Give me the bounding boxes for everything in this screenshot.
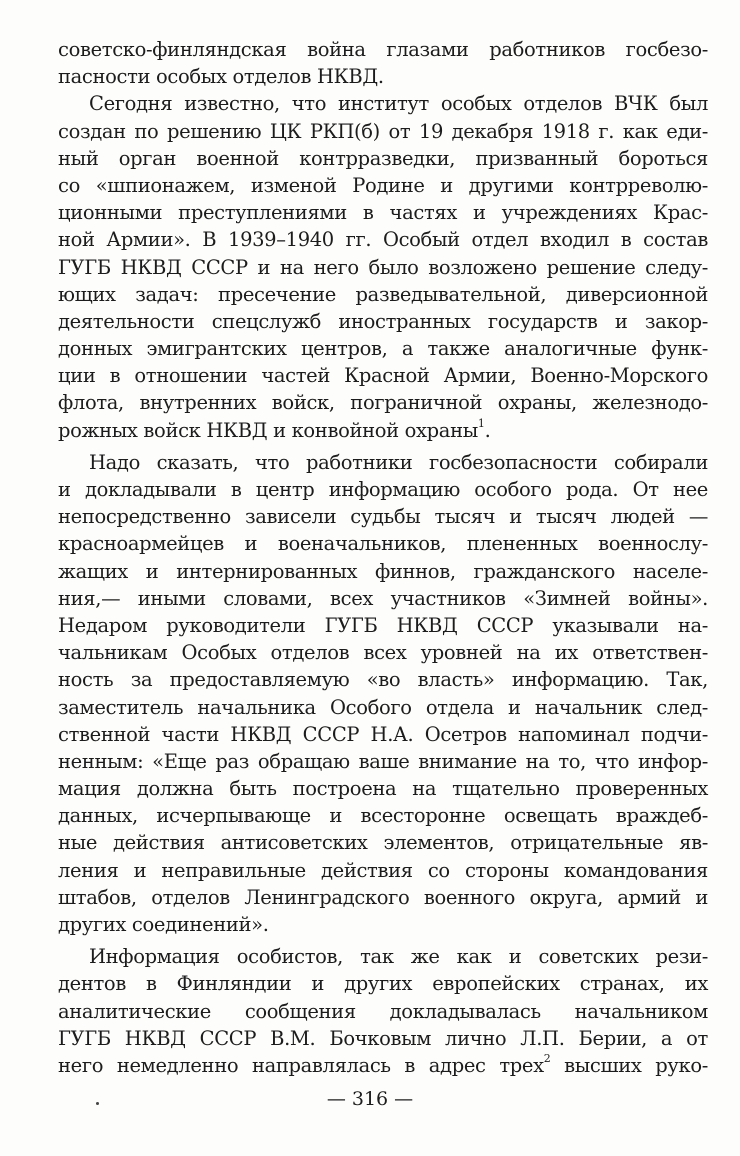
text-line: ния,— иными словами, всех участников «Зимней войны». xyxy=(58,586,708,610)
text-line: советско-финляндская война глазами работников госбезо- xyxy=(58,38,708,61)
text-line-tail: . xyxy=(484,418,491,442)
text-line: дентов в Финляндии и других европейских странах, их xyxy=(58,972,708,996)
text-line: чальникам Особых отделов всех уровней на их ответствен- xyxy=(58,641,708,665)
text-line: ненным: «Еще раз обращаю ваше внимание на то, что инфор- xyxy=(58,749,708,773)
text-line: непосредственно зависели судьбы тысяч и тысяч людей — xyxy=(58,505,708,529)
text-line: других соединений». xyxy=(58,913,269,936)
text-line: мация должна быть построена на тщательно проверенных xyxy=(58,777,708,801)
text-line: со «шпионажем, изменой Родине и другими контрреволю- xyxy=(58,173,708,197)
text-line: Недаром руководители ГУГБ НКВД СССР указывали на- xyxy=(58,613,708,637)
paragraph-3 xyxy=(58,449,708,938)
paragraph-2 xyxy=(58,90,708,443)
text-line xyxy=(58,417,708,444)
text-line: красноармейцев и военачальников, плененных военнослу- xyxy=(58,532,708,556)
text-line: ные действия антисоветских элементов, отрицательные яв- xyxy=(58,831,708,855)
text-line: штабов, отделов Ленинградского военного округа, армий и xyxy=(58,885,708,909)
text-line: жащих и интернированных финнов, гражданского населе- xyxy=(58,559,708,583)
text-line: ной Армии». В 1939–1940 гг. Особый отдел входил в состав xyxy=(58,228,708,252)
text-line xyxy=(58,1052,708,1079)
text-line-content: него немедленно направлялась в адрес трех xyxy=(58,1053,544,1077)
text-line: создан по решению ЦК РКП(б) от 19 декабря 1918 г. как еди- xyxy=(58,119,708,143)
text-line-tail: высших руко- xyxy=(550,1053,708,1077)
paragraph-4 xyxy=(58,943,708,1079)
text-line: Информация особистов, так же как и советских рези- xyxy=(89,945,708,969)
text-line: ления и неправильные действия со стороны командования xyxy=(58,858,708,882)
text-line: пасности особых отделов НКВД. xyxy=(58,65,384,89)
text-line: Сегодня известно, что институт особых отделов ВЧК был xyxy=(89,92,708,116)
text-line: ющих задач: пресечение разведывательной, диверсионной xyxy=(58,282,708,306)
text-line: флота, внутренних войск, пограничной охраны, железнодо- xyxy=(58,391,708,415)
text-line: ционными преступлениями в частях и учреждениях Крас- xyxy=(58,201,708,225)
text-line: донных эмигрантских центров, а также аналогичные функ- xyxy=(58,337,708,361)
paragraph-1 xyxy=(58,36,708,90)
text-line: ственной части НКВД СССР Н.А. Осетров напоминал подчи- xyxy=(58,722,708,746)
text-line: ции в отношении частей Красной Армии, Военно-Морского xyxy=(58,364,708,388)
page-number: — 316 — xyxy=(326,1088,414,1110)
text-line: заместитель начальника Особого отдела и начальник след- xyxy=(58,695,708,719)
text-line: ГУГБ НКВД СССР В.М. Бочковым лично Л.П. Берии, а от xyxy=(58,1026,708,1050)
text-line-content: рожных войск НКВД и конвойной охраны xyxy=(58,418,478,442)
text-line: Надо сказать, что работники госбезопасности собирали xyxy=(89,450,708,474)
text-line: и докладывали в центр информацию особого рода. От нее xyxy=(58,478,708,501)
body-text xyxy=(58,36,708,1079)
footnote-ref: 1 xyxy=(477,417,485,431)
text-line: ный орган военной контрразведки, призванный бороться xyxy=(58,146,708,170)
footnote-ref: 2 xyxy=(543,1052,551,1066)
text-line: ность за предоставляемую «во власть» информацию. Так, xyxy=(58,668,708,692)
text-line: ГУГБ НКВД СССР и на него было возложено решение следу- xyxy=(58,255,708,279)
text-line: деятельности спецслужб иностранных государств и закор- xyxy=(58,309,708,333)
text-line: данных, исчерпывающе и всесторонне освещать враждеб- xyxy=(58,804,708,828)
text-line: аналитические сообщения докладывалась начальником xyxy=(58,999,708,1023)
